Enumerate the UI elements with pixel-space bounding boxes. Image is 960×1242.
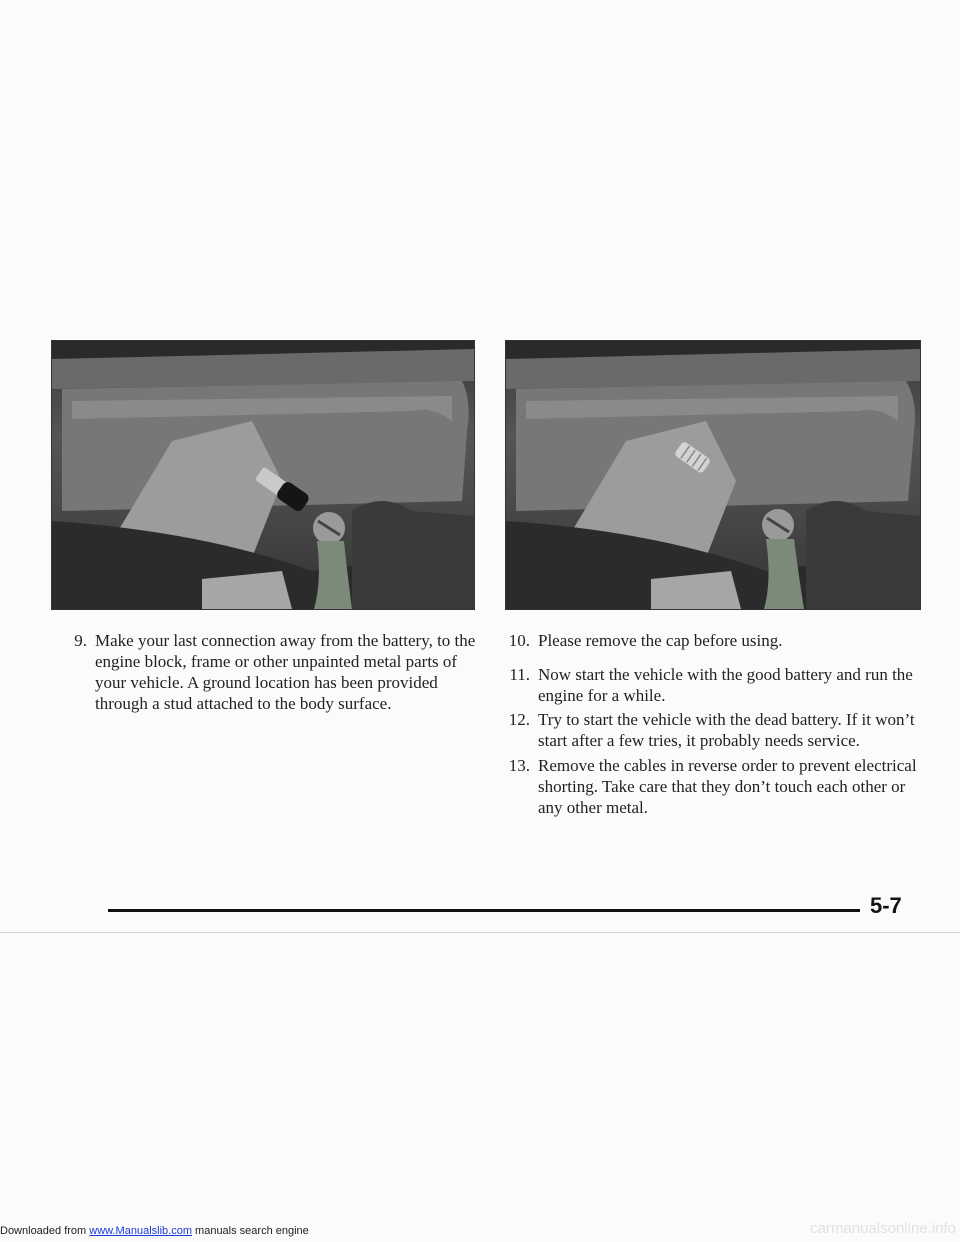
page-number: 5-7 [870,893,902,918]
step-11 [490,664,922,706]
step-text: Now start the vehicle with the good battery and run the engine for a while. [538,665,913,705]
scan-edge-line [0,932,960,933]
download-footer [0,1225,309,1237]
footer-prefix: Downloaded from [0,1225,90,1237]
step-text: Please remove the cap before using. [538,631,783,650]
step-number: 12. [508,710,530,729]
step-text: Remove the cables in reverse order to prevent electrical shorting. Take care that they don’t touch each other or any other metal. [538,756,917,817]
step-number: 10. [508,631,530,650]
step-13 [490,755,922,818]
step-12 [490,709,922,751]
footer-rule [108,909,860,912]
step-10 [490,630,922,651]
photo-ground-stud-with-cap [51,340,475,610]
step-text: Try to start the vehicle with the dead battery. If it won’t start after a few tries, it probably needs service. [538,710,915,750]
engine-bay-illustration [52,341,474,609]
footer-suffix: manuals search engine [191,1225,309,1237]
step-number: 9. [74,631,87,650]
step-text: Make your last connection away from the battery, to the engine block, frame or other unpainted metal parts of your vehicle. A ground location has been provided through a stud attached to the body surface. [95,631,476,713]
step-number: 11. [509,665,530,684]
engine-bay-illustration [506,341,920,609]
step-9 [47,630,487,714]
watermark: carmanualsonline.info [810,1220,956,1237]
photo-ground-stud-without-cap [505,340,921,610]
step-number: 13. [508,756,530,775]
manualslib-link[interactable]: www.Manualslib.com [89,1225,192,1237]
